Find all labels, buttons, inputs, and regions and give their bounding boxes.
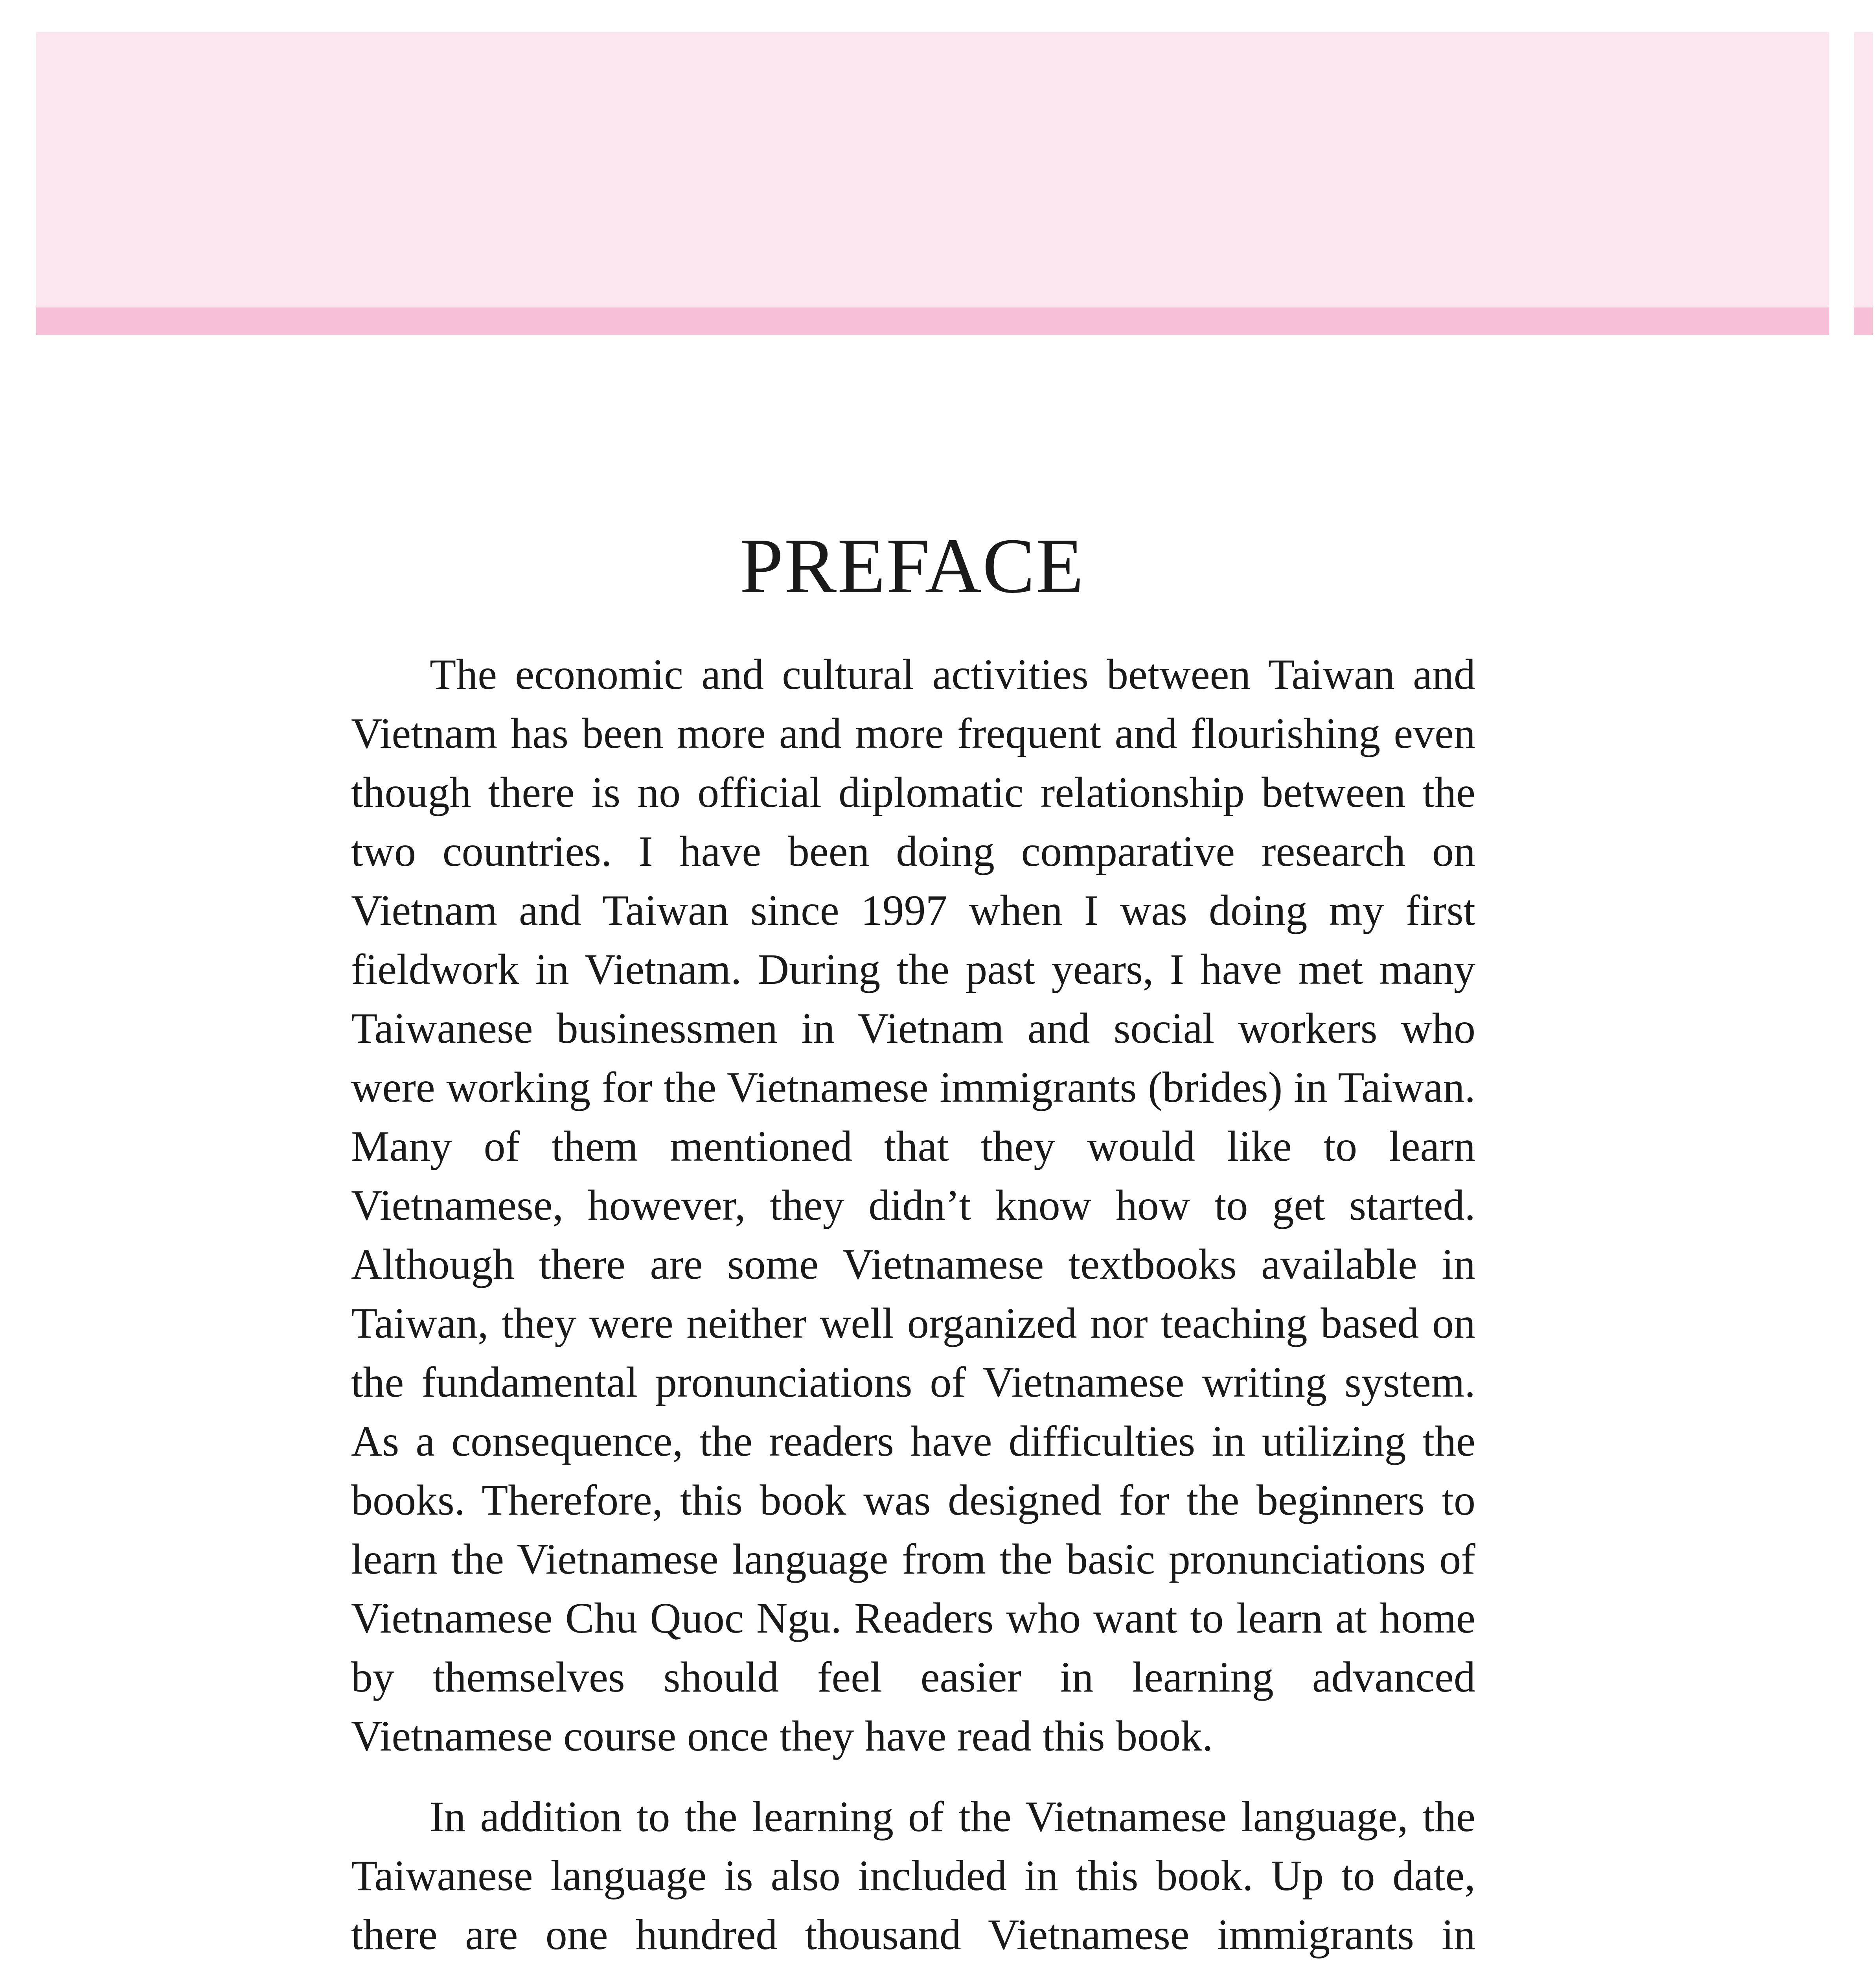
paragraph-1: The economic and cultural activities between Taiwan and Vietnam has been more and more frequent and flourishing even though there is no official diplomatic relationship between the two countries. I have been doing comparative research on Vietnam and Taiwan since 1997 when I was doing my first fieldwork in Vietnam. During the past years, I have met many Taiwanese businessmen in Vietnam and social workers who were working for the Vietnamese immigrants (brides) in Taiwan. Many of them mentioned that they would like to learn Vietnamese, however, they didn’t know how to get started. Although there are some Vietnamese textbooks available in Taiwan, they were neither well organized nor teaching based on the fundamental pronunciations of Vietnamese writing system. As a consequence, the readers have difficulties in utilizing the books. Therefore, this book was designed for the beginners to learn the Vietnamese language from the basic pronunciations of Vietnamese Chu Quoc Ngu. Readers who want to learn at home by themselves should feel easier in learning advanced Vietnamese course once they have read this book. xyxy=(351,650,1475,1760)
side-strip xyxy=(1854,32,1873,335)
page-title: PREFACE xyxy=(739,523,1085,609)
side-strip-stripe xyxy=(1854,307,1873,335)
header-stripe xyxy=(36,307,1829,335)
paragraph-2: In addition to the learning of the Vietnamese language, the Taiwanese language is also included in this book. Up to date, there are one hundred thousand Vietnamese immigrants in xyxy=(351,1793,1475,1959)
header-band xyxy=(36,32,1829,307)
body-text xyxy=(351,645,1475,1966)
